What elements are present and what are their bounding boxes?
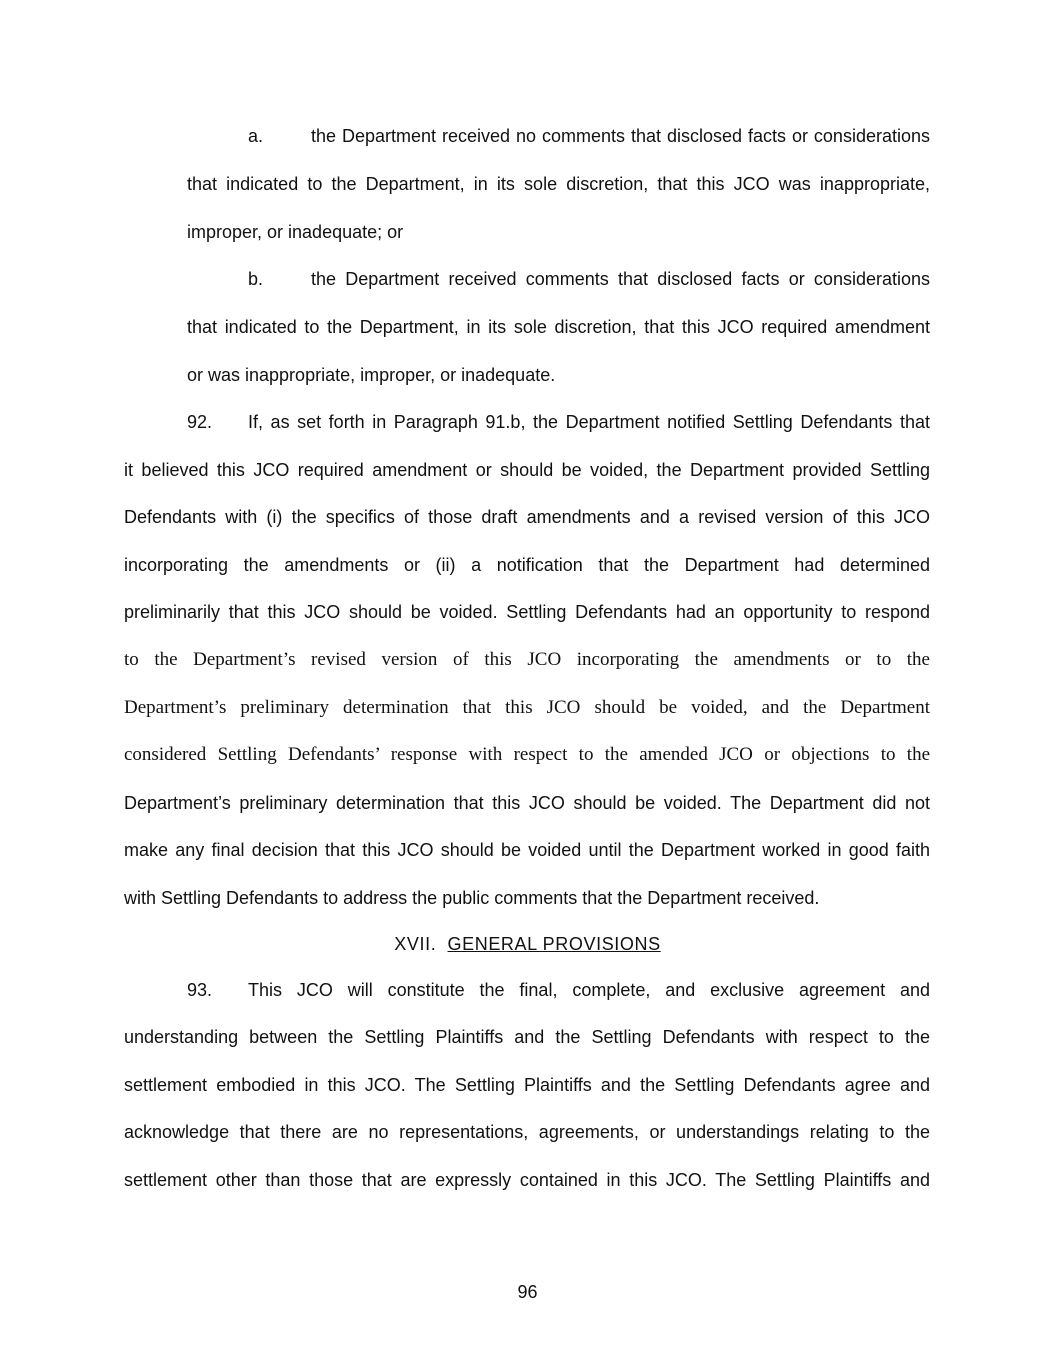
para-92-line-1: If, as set forth in Paragraph 91.b, the Department notified Settling Defendants that bbox=[248, 412, 930, 432]
para-92-line-7: Department’s preliminary determination that this JCO should be voided, and the Department bbox=[124, 697, 930, 718]
item-b-line-1: the Department received comments that disclosed facts or considerations bbox=[311, 269, 930, 289]
para-93-line-3: settlement embodied in this JCO. The Settling Plaintiffs and the Settling Defendants agree and bbox=[124, 1075, 930, 1095]
para-92-line-3: Defendants with (i) the specifics of those draft amendments and a revised version of this JCO bbox=[124, 507, 930, 527]
item-b-label: b. bbox=[248, 269, 264, 289]
para-93-line-5: settlement other than those that are expressly contained in this JCO. The Settling Plaintiffs and bbox=[124, 1170, 930, 1190]
para-92-line-8: considered Settling Defendants’ response with respect to the amended JCO or objections to the bbox=[124, 744, 930, 765]
para-92-line-6: to the Department’s revised version of this JCO incorporating the amendments or to the bbox=[124, 649, 930, 670]
para-92-number: 92. bbox=[187, 412, 213, 432]
para-92-line-10: make any final decision that this JCO should be voided until the Department worked in good faith bbox=[124, 840, 930, 860]
para-93-number: 93. bbox=[187, 980, 213, 1000]
item-a-line-2: that indicated to the Department, in its sole discretion, that this JCO was inappropriate, bbox=[187, 174, 930, 194]
page-number: 96 bbox=[517, 1282, 538, 1302]
section-title: GENERAL PROVISIONS bbox=[447, 934, 661, 954]
para-92-line-2: it believed this JCO required amendment or should be voided, the Department provided Settling bbox=[124, 460, 930, 480]
section-heading bbox=[0, 932, 1055, 956]
item-b-line-2: that indicated to the Department, in its sole discretion, that this JCO required amendment bbox=[187, 317, 930, 337]
para-92-line-5: preliminarily that this JCO should be voided. Settling Defendants had an opportunity to respond bbox=[124, 602, 930, 622]
section-numeral: XVII. bbox=[394, 934, 437, 954]
item-a-line-3: improper, or inadequate; or bbox=[187, 222, 404, 242]
para-93-line-1: This JCO will constitute the final, complete, and exclusive agreement and bbox=[248, 980, 930, 1000]
para-92-line-9: Department’s preliminary determination that this JCO should be voided. The Department did not bbox=[124, 793, 930, 813]
para-92-line-11: with Settling Defendants to address the public comments that the Department received. bbox=[124, 888, 820, 908]
item-b-line-3: or was inappropriate, improper, or inadequate. bbox=[187, 365, 556, 385]
item-a-label: a. bbox=[248, 126, 264, 146]
item-a-line-1: the Department received no comments that disclosed facts or considerations bbox=[311, 126, 930, 146]
para-93-line-2: understanding between the Settling Plaintiffs and the Settling Defendants with respect to the bbox=[124, 1027, 930, 1047]
para-92-line-4: incorporating the amendments or (ii) a notification that the Department had determined bbox=[124, 555, 930, 575]
para-93-line-4: acknowledge that there are no representations, agreements, or understandings relating to the bbox=[124, 1122, 930, 1142]
